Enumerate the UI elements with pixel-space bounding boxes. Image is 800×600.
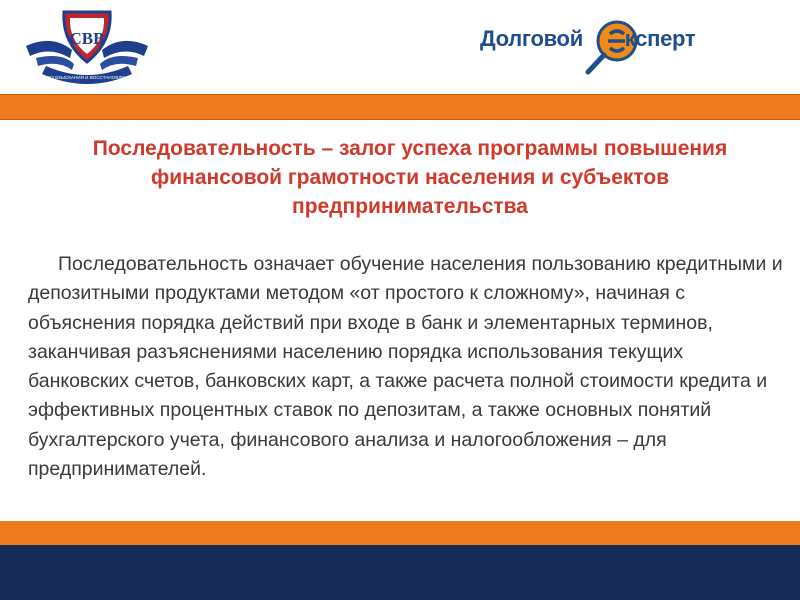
slide-header xyxy=(0,0,800,90)
logo-ribbon-text: СОЮЗ ВЗЫСКАНИЯ И ВОССТАНОВЛЕНИЯ xyxy=(39,75,135,80)
footer-orange-bar xyxy=(0,521,800,545)
brand-text-before: Долговой xyxy=(480,26,589,51)
svv-logo xyxy=(22,6,152,86)
footer-navy-bar xyxy=(0,545,800,600)
top-orange-bar xyxy=(0,94,800,120)
slide-body-paragraph xyxy=(28,250,788,484)
brand-text-after: ксперт xyxy=(624,26,696,51)
svv-shield-emblem-icon xyxy=(22,6,152,86)
slide-title: Последовательность – залог успеха программы повышения финансовой грамотности населения и субъектов предпринимательства xyxy=(92,137,728,218)
logo-letters: СВВ xyxy=(69,29,105,48)
body-text: Последовательность означает обучение населения пользованию кредитными и депозитными продуктами методом «от простого к сложному», начиная с объяснения порядка действий при входе в банк и элементарных терминов, заканчивая разъяснениями населению порядка использования текущих банковских счетов, банковских карт, а также расчета полной стоимости кредита и эффективных процентных ставок по депозитам, а также основных понятий бухгалтерского учета, финансового анализа и налогообложения – для предпринимателей. xyxy=(28,253,783,481)
brand-name xyxy=(480,26,695,52)
dolgovoy-expert-logo xyxy=(470,12,740,78)
